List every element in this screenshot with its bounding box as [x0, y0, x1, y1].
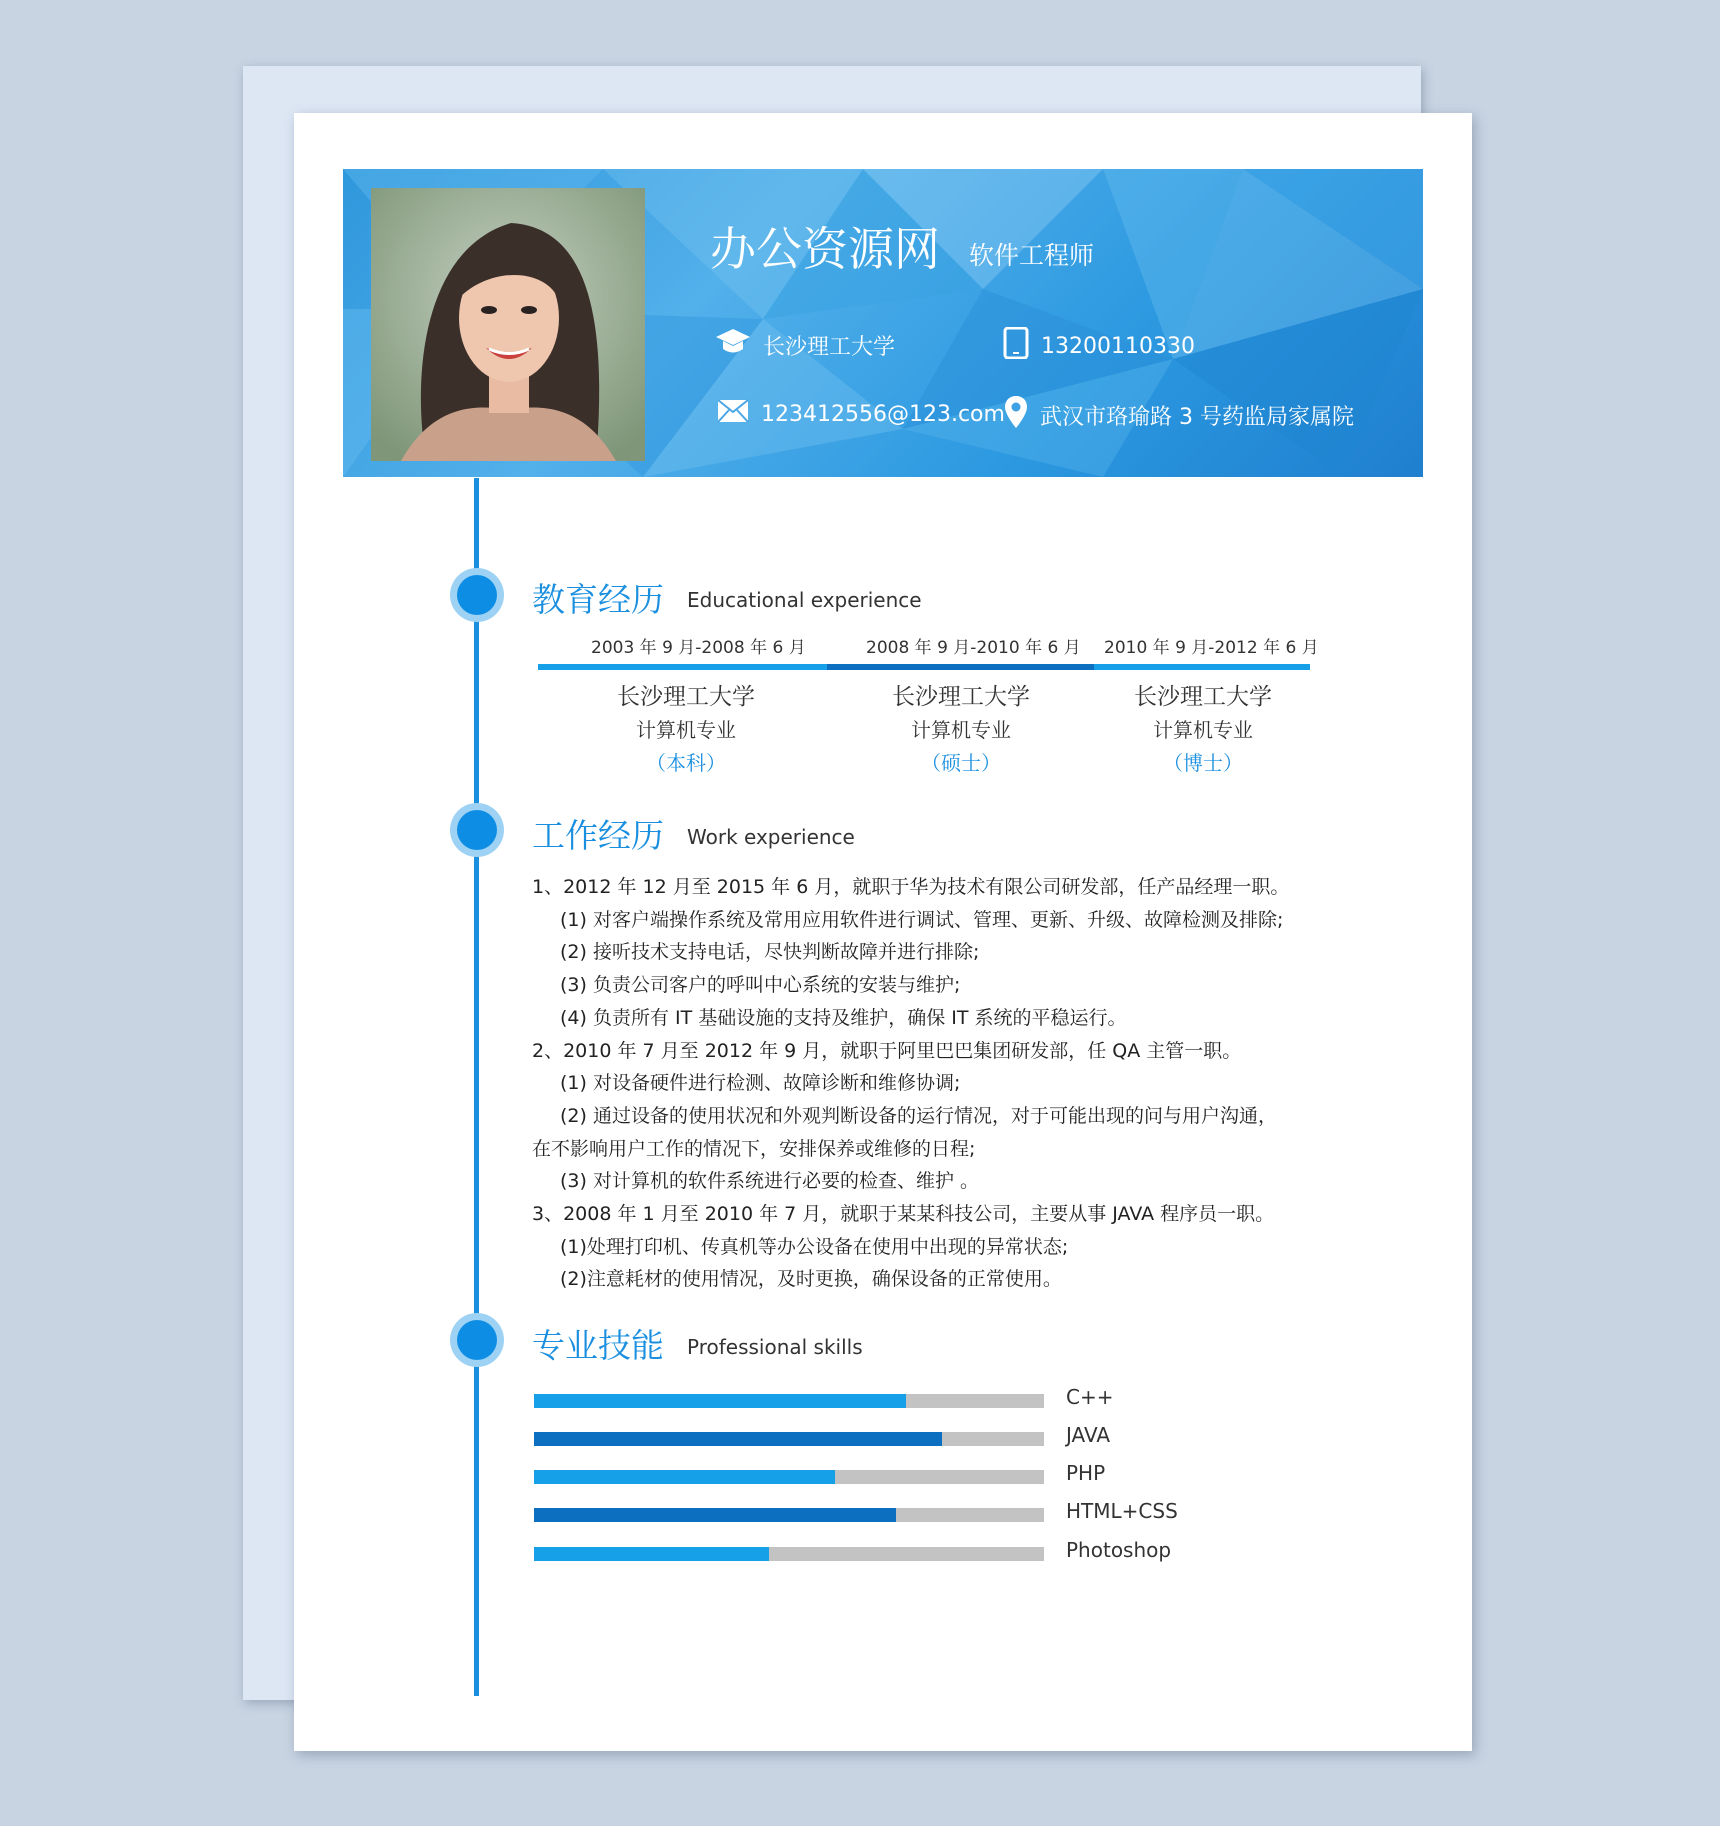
education-bar	[827, 664, 1094, 670]
skill-row	[534, 1461, 1134, 1487]
education-major: 计算机专业	[911, 718, 1011, 742]
address-text: 武汉市珞瑜路 3 号药监局家属院	[1040, 404, 1354, 430]
skill-bar-track	[534, 1508, 1044, 1522]
skill-bar-fill	[534, 1394, 906, 1408]
skill-label: Photoshop	[1066, 1538, 1172, 1562]
education-timeline-dot	[450, 568, 504, 622]
education-school: 长沙理工大学	[892, 684, 1030, 710]
header-banner	[343, 169, 1423, 477]
skill-bar-fill	[534, 1547, 769, 1561]
work-line: (1)处理打印机、传真机等办公设备在使用中出现的异常状态;	[560, 1235, 1069, 1258]
work-line: (1) 对客户端操作系统及常用应用软件进行调试、管理、更新、升级、故障检测及排除;	[560, 908, 1284, 931]
skills-timeline-dot	[450, 1313, 504, 1367]
education-entry	[1103, 680, 1303, 780]
skill-bar-track	[534, 1547, 1044, 1561]
skill-bar-fill	[534, 1432, 942, 1446]
education-entry	[586, 680, 786, 780]
work-title-cn: 工作经历	[532, 816, 664, 855]
skills-title-cn: 专业技能	[532, 1326, 664, 1365]
skill-bar-track	[534, 1394, 1044, 1408]
work-line: 1、2012 年 12 月至 2015 年 6 月，就职于华为技术有限公司研发部，任产品经理一职。	[532, 876, 1290, 898]
work-line: (2) 通过设备的使用状况和外观判断设备的运行情况，对于可能出现的问与用户沟通，	[560, 1104, 1277, 1127]
work-line: (3) 对计算机的软件系统进行必要的检查、维护 。	[560, 1170, 979, 1193]
work-line: (2)注意耗材的使用情况，及时更换，确保设备的正常使用。	[560, 1268, 1062, 1291]
education-degree: （硕士）	[921, 751, 1001, 775]
skill-row	[534, 1385, 1134, 1411]
education-degree: （本科）	[646, 751, 726, 775]
location-pin-icon	[1004, 395, 1028, 435]
education-school: 长沙理工大学	[617, 684, 755, 710]
work-timeline-dot	[450, 803, 504, 857]
skill-row	[534, 1538, 1172, 1564]
skill-bar-track	[534, 1470, 1044, 1484]
education-bar	[1094, 664, 1310, 670]
phone-info	[1003, 327, 1195, 365]
work-line: (1) 对设备硬件进行检测、故障诊断和维修协调;	[560, 1072, 961, 1095]
skill-row	[534, 1499, 1178, 1525]
school-text: 长沙理工大学	[763, 334, 896, 360]
phone-text: 13200110330	[1041, 333, 1195, 359]
education-degree: （博士）	[1163, 751, 1243, 775]
skill-label: PHP	[1066, 1461, 1106, 1485]
graduation-cap-icon	[715, 327, 751, 363]
envelope-icon	[717, 399, 749, 429]
job-title: 软件工程师	[969, 241, 1095, 270]
skill-bar-fill	[534, 1470, 835, 1484]
work-line: 在不影响用户工作的情况下，安排保养或维修的日程;	[532, 1137, 976, 1160]
timeline-line	[474, 478, 479, 1696]
email-info	[717, 399, 1005, 429]
education-entry	[861, 680, 1061, 780]
education-title-en: Educational experience	[687, 588, 922, 612]
work-line: 3、2008 年 1 月至 2010 年 7 月，就职于某某科技公司，主要从事 JAVA 程序员一职。	[532, 1203, 1275, 1226]
education-date: 2003 年 9 月-2008 年 6 月	[591, 638, 806, 658]
skill-label: HTML+CSS	[1066, 1499, 1178, 1523]
candidate-name: 办公资源网	[710, 222, 940, 276]
work-experience-list	[532, 871, 1302, 1296]
work-line: (4) 负责所有 IT 基础设施的支持及维护，确保 IT 系统的平稳运行。	[560, 1006, 1127, 1029]
skill-label: JAVA	[1066, 1423, 1111, 1447]
skill-bar-fill	[534, 1508, 896, 1522]
education-title-cn: 教育经历	[532, 580, 664, 619]
work-title-en: Work experience	[687, 825, 855, 849]
education-major: 计算机专业	[636, 718, 736, 742]
education-bar	[538, 664, 827, 670]
phone-icon	[1003, 327, 1029, 365]
skill-row	[534, 1423, 1134, 1449]
education-major: 计算机专业	[1153, 718, 1253, 742]
address-info	[1004, 395, 1354, 435]
email-text: 123412556@123.com	[761, 401, 1005, 427]
school-info	[715, 327, 895, 363]
work-line: (2) 接听技术支持电话，尽快判断故障并进行排除;	[560, 941, 980, 964]
profile-photo	[371, 188, 645, 461]
education-school: 长沙理工大学	[1134, 684, 1272, 710]
work-line: 2、2010 年 7 月至 2012 年 9 月，就职于阿里巴巴集团研发部，任 QA 主管一职。	[532, 1039, 1242, 1062]
skill-label: C++	[1066, 1385, 1114, 1409]
skill-bar-track	[534, 1432, 1044, 1446]
work-line: (3) 负责公司客户的呼叫中心系统的安装与维护;	[560, 974, 961, 997]
education-date: 2010 年 9 月-2012 年 6 月	[1104, 638, 1319, 658]
education-date: 2008 年 9 月-2010 年 6 月	[866, 638, 1081, 658]
skills-title-en: Professional skills	[687, 1335, 863, 1359]
